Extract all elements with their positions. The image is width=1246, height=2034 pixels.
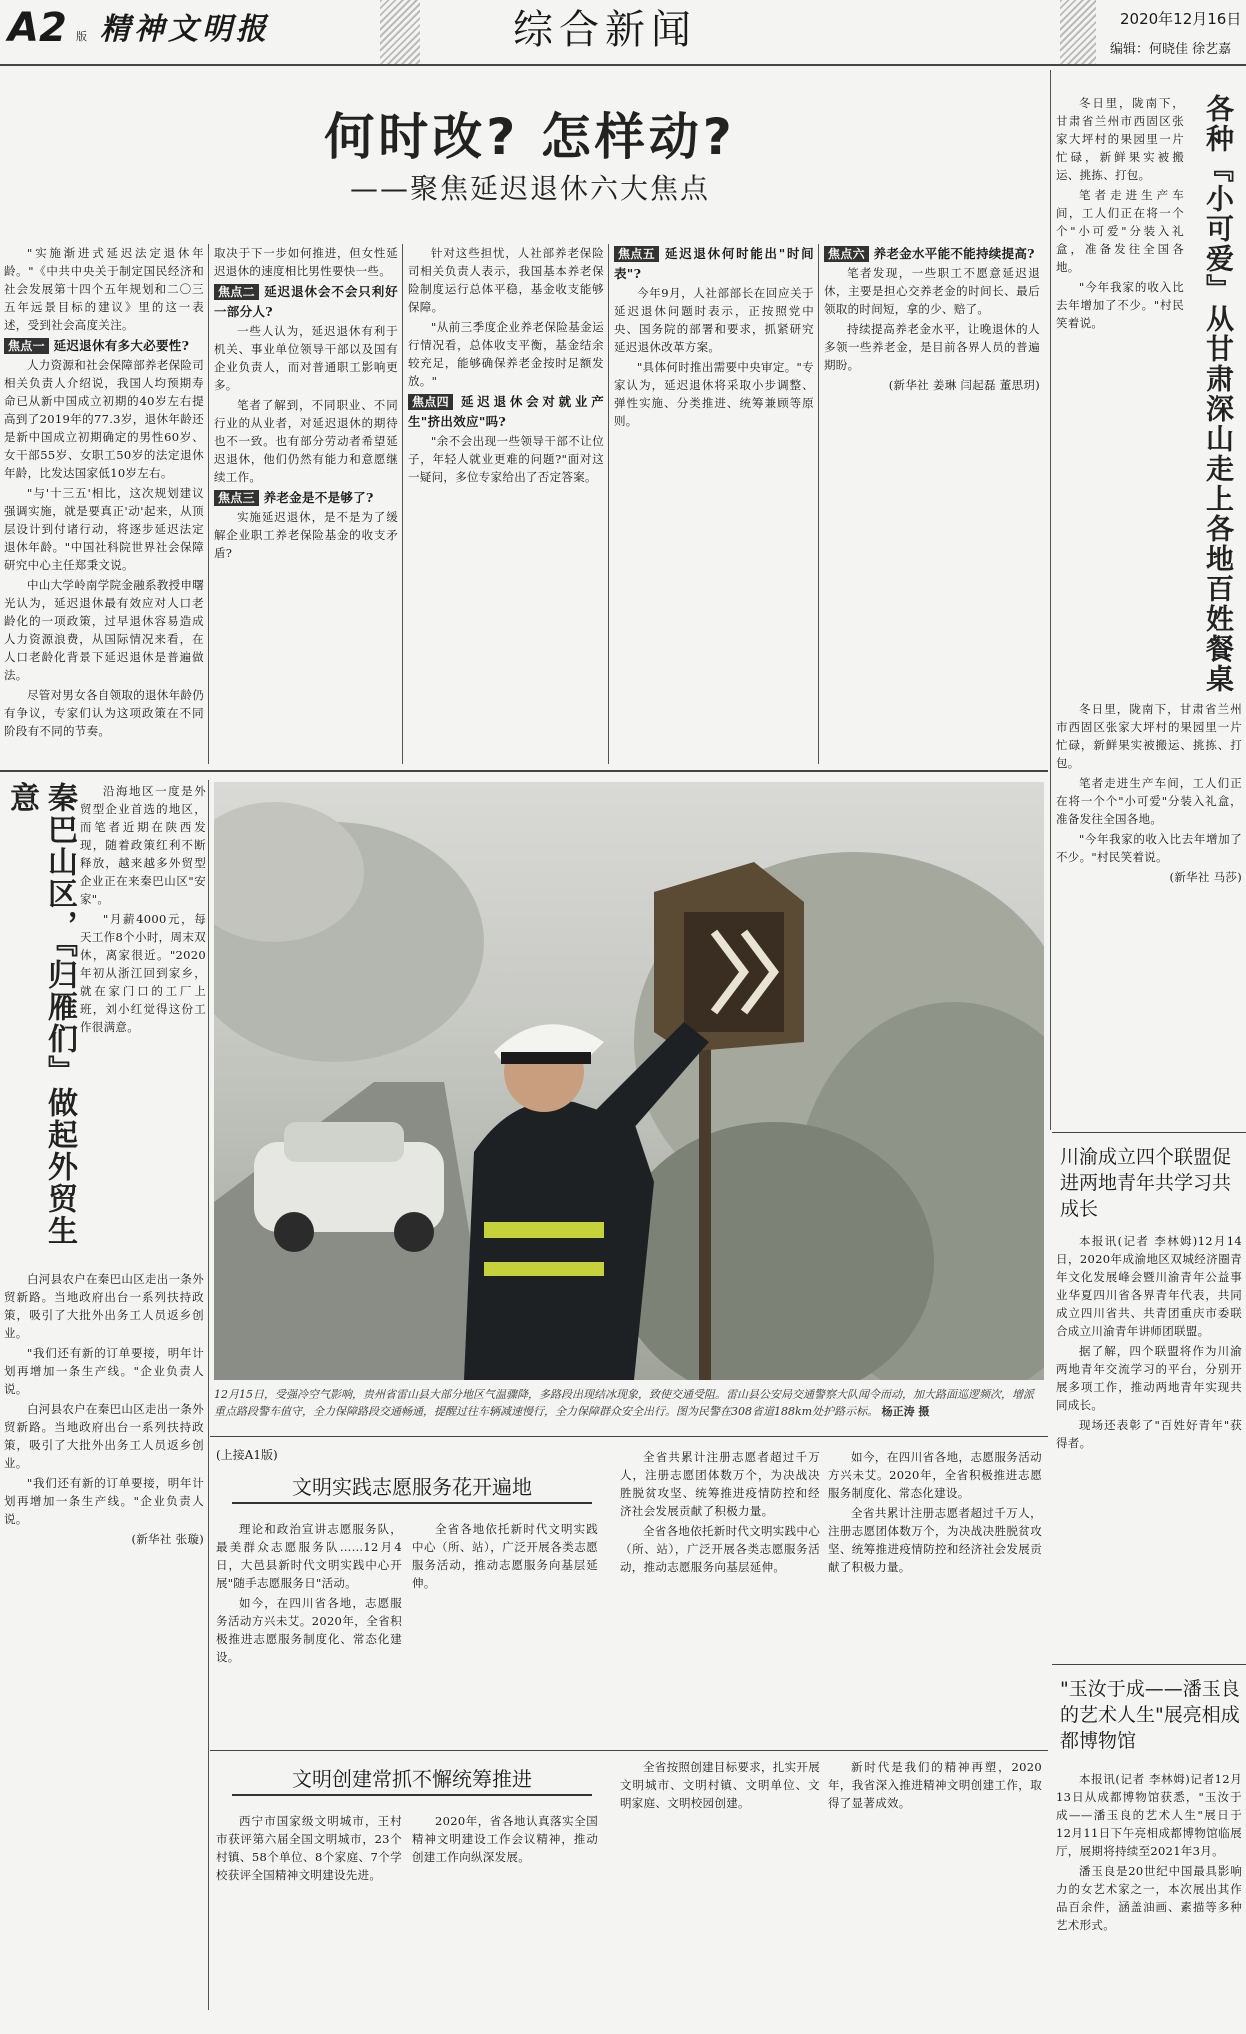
paragraph: 全省共累计注册志愿者超过千万人，注册志愿团体数万个，为决战决胜脱贫攻坚、统筹推进疫情防控和经济社会发展贡献了积极力量。 [620,1450,820,1518]
paragraph: 全省各地依托新时代文明实践中心（所、站），广泛开展各类志愿服务活动，推动志愿服务向基层延伸。 [620,1524,820,1574]
cyq-story-title: 川渝成立四个联盟促进两地青年共学习共成长 [1060,1146,1232,1220]
paragraph: 取决于下一步如何推进，但女性延迟退休的速度相比男性要快一些。 [214,246,398,278]
trade-story-body [4,1270,204,1920]
section-rule [0,770,1048,772]
paragraph: 一些人认为，延迟退休有利于机关、事业单位领导干部以及国有企业负责人，而对普通职工影响更多。 [214,324,398,392]
column-divider [208,780,209,2010]
vol-story-title: 文明实践志愿服务花开遍地 [232,1472,592,1504]
focus-5-heading: 焦点五 延迟退休何时能出"时间表"? [614,246,814,281]
paragraph: 人力资源和社会保障部养老保险司相关负责人介绍说，我国人均预期寿命已从新中国成立初期的40岁左右提高到了2019年的77.3岁，退休年龄还是新中国成立初期确定的男性60岁、女干部55岁、女职工50岁的法定退休年龄，比发达国家低10岁左右。 [4,358,204,480]
column-divider [1050,70,1051,1130]
focus-4-heading: 焦点四 延迟退休会对就业产生"挤出效应"吗? [408,394,604,429]
section-rule [210,1750,1048,1751]
paragraph: 据了解，四个联盟将作为川渝两地青年交流学习的平台，分别开展多项工作，推动两地青年实现共同成长。 [1056,1344,1242,1412]
paragraph: 现场还表彰了"百姓好青年"获得者。 [1056,1418,1242,1450]
lead-col-2 [214,244,398,764]
paragraph: 如今，在四川省各地，志愿服务活动方兴未艾。2020年，全省积极推进志愿服务制度化、常态化建设。 [828,1450,1042,1500]
header-hatch-right [1060,0,1096,64]
section-name: 综合新闻 [513,7,697,53]
page-suffix: 版 [76,30,87,43]
paragraph: 潘玉良是20世纪中国最具影响力的女艺术家之一，本次展出其作品百余件，涵盖油画、素描等多种艺术形式。 [1056,1864,1242,1932]
paragraph: 笔者走进生产车间，工人们正在将一个个"小可爱"分装入礼盒，准备发往全国各地。 [1056,776,1242,826]
paragraph: 笔者了解到，不同职业、不同行业的从业者，对延迟退休的期待也不一致。也有部分劳动者希望延迟退休，他们仍然有能力和意愿继续工作。 [214,398,398,484]
lead-col-3 [408,244,604,764]
vol-col-3 [620,1448,820,1742]
pan-story-title: "玉汝于成——潘玉良的艺术人生"展亮相成都博物馆 [1060,1678,1240,1752]
cyq-story-body [1056,1232,1242,1652]
paragraph: 持续提高养老金水平，让晚退休的人多领一些养老金，是目前各界人员的普遍期盼。 [824,322,1040,372]
paragraph: 冬日里，陇南下，甘肃省兰州市西固区张家大坪村的果园里一片忙碌，新鲜果实被搬运、挑拣、打包。 [1056,96,1184,182]
paper-name: 精神文明报 [100,12,270,47]
paragraph: "今年我家的收入比去年增加了不少。"村民笑着说。 [1056,280,1184,330]
vol-prefix: (上接A1版) [216,1448,278,1462]
section-rule [1052,1132,1246,1133]
civ-col-1 [216,1812,402,2026]
paragraph: 冬日里，陇南下，甘肃省兰州市西固区张家大坪村的果园里一片忙碌，新鲜果实被搬运、挑拣、打包。 [1056,702,1242,770]
masthead [0,0,1246,64]
paragraph: 理论和政治宣讲志愿服务队，最美群众志愿服务队……12月4日，大邑县新时代文明实践中心开展"随手志愿服务日"活动。 [216,1522,402,1590]
focus-1-heading: 焦点一 延迟退休有多大必要性? [4,336,204,356]
photo-illustration [214,782,1044,1380]
paragraph: "与'十三五'相比，这次规划建议强调实施，就是要真正'动'起来，从顶层设计到付诸行动，将逐步延迟法定退休年龄。"中国社科院世界社会保障研究中心主任郑秉文说。 [4,486,204,572]
paragraph: 沿海地区一度是外贸型企业首选的地区，而笔者近期在陕西发现，随着政策红利不断释放，越来越多外贸型企业正在来秦巴山区"安家"。 [80,784,206,906]
paragraph: 中山大学岭南学院金融系教授申曙光认为，延迟退休最有效应对人口老龄化的一项政策，过早退休容易造成人力资源浪费，从国际情况来看，在人口老龄化背景下延迟退休是普遍做法。 [4,578,204,682]
issue-date: 2020年12月16日 [1120,10,1242,28]
civ-col-4 [828,1758,1042,2026]
header-hatch [380,0,420,64]
civ-col-2 [412,1812,598,2026]
paragraph: "具体何时推出需要中央审定。"专家认为，延迟退休将采取小步调整、弹性实施、分类推进、统筹兼顾等原则。 [614,360,814,428]
editors: 编辑：何晓佳 徐艺嘉 [1110,42,1232,57]
vol-col-2 [412,1520,598,1742]
paragraph: 白河县农户在秦巴山区走出一条外贸新路。当地政府出台一系列扶持政策，吸引了大批外出务工人员返乡创业。 [4,1272,204,1340]
paragraph: 今年9月，人社部部长在回应关于延迟退休问题时表示，正按照党中央、国务院的部署和要求，抓紧研究延迟退休改革方案。 [614,286,814,354]
focus-2-heading: 焦点二 延迟退休会不会只利好一部分人? [214,284,398,319]
pan-story-body [1056,1770,1242,2020]
civ-col-3 [620,1758,820,2026]
trade-byline: (新华社 张璇) [131,1532,204,1546]
paragraph: 如今，在四川省各地，志愿服务活动方兴未艾。2020年，全省积极推进志愿服务制度化、常态化建设。 [216,1596,402,1664]
snack-byline: (新华社 马莎) [1169,870,1242,884]
lead-col-1 [4,244,204,764]
trade-story-body-top [80,782,206,1202]
paragraph: 白河县农户在秦巴山区走出一条外贸新路。当地政府出台一系列扶持政策，吸引了大批外出务工人员返乡创业。 [4,1402,204,1470]
snack-story-title: 各种『小可爱』从甘肃深山走上各地百姓餐桌 [1202,94,1235,694]
paragraph: 实施延迟退休，是不是为了缓解企业职工养老保险基金的收支矛盾? [214,510,398,560]
photo-caption: 12月15日，受强冷空气影响，贵州省雷山县大部分地区气温骤降，多路段出现结冰现象，致使交通受阻。雷山县公安局交通警察大队闻令而动，加大路面巡逻频次，增派重点路段警车值守，全力保障路段交通畅通，提醒过往车辆减速慢行，全力保障群众安全出行。图为民警在308省道188km处护路示标。 杨正涛 摄 [214,1388,1034,1418]
paragraph: 新时代是我们的精神再塑，2020年，我省深入推进精神文明创建工作，取得了显著成效。 [828,1760,1042,1810]
photo-credit: 杨正涛 摄 [881,1405,930,1418]
focus-6-heading: 焦点六 养老金水平能不能持续提高? [824,244,1040,264]
section-rule [1052,1664,1246,1665]
paragraph: 笔者走进生产车间，工人们正在将一个个"小可爱"分装入礼盒，准备发往全国各地。 [1056,188,1184,274]
paragraph: "我们还有新的订单要接，明年计划再增加一条生产线。"企业负责人说。 [4,1476,204,1526]
vol-col-4 [828,1448,1042,1742]
paragraph: 本报讯(记者 李林姆)12月14日，2020年成渝地区双城经济圈青年文化发展峰会暨川渝青年公益事业华夏四川省各界青年代表，共同成立四川省共、共青团重庆市委联合成立川渝青年讲师团联盟。 [1056,1234,1242,1338]
paragraph: 笔者发现，一些职工不愿意延迟退休，主要是担心交养老金的时间长、最后领取的时间短，拿的少、赔了。 [824,266,1040,316]
paragraph: 全省各地依托新时代文明实践中心（所、站），广泛开展各类志愿服务活动，推动志愿服务向基层延伸。 [412,1522,598,1590]
paragraph: 针对这些担忧，人社部养老保险司相关负责人表示，我国基本养老保险制度运行总体平稳，基金收支能够保障。 [408,246,604,314]
trade-story-title: 秦巴山区，『归雁们』做起外贸生意 [4,782,77,1247]
paragraph: 尽管对男女各自领取的退休年龄仍有争议，专家们认为这项政策在不同阶段有不同的节奏。 [4,688,204,738]
lead-col-5 [824,244,1040,764]
header-rule [0,64,1246,66]
paragraph: 全省共累计注册志愿者超过千万人，注册志愿团体数万个，为决战决胜脱贫攻坚、统筹推进疫情防控和经济社会发展贡献了积极力量。 [828,1506,1042,1574]
paragraph: "我们还有新的订单要接，明年计划再增加一条生产线。"企业负责人说。 [4,1346,204,1396]
lead-intro: "实施渐进式延迟法定退休年龄。"《中共中央关于制定国民经济和社会发展第十四个五年规划和二〇三五年远景目标的建议》里的这一表述，受到社会高度关注。 [4,246,204,332]
road-sign-icon [654,862,804,1052]
lead-title: 何时改? 怎样动? [324,108,736,166]
lead-byline: (新华社 姜琳 闫起磊 董思玥) [888,378,1040,392]
paragraph: "从前三季度企业养老保险基金运行情况看，总体收支平衡，基金结余较充足，能够确保养老金按时足额发放。" [408,320,604,388]
focus-3-heading: 焦点三 养老金是不是够了? [214,488,398,508]
paragraph: 西宁市国家级文明城市，王村市获评第六届全国文明城市，23个村镇、58个单位、8个家庭、7个学校获评全国精神文明建设先进。 [216,1814,402,1882]
column-divider [208,244,209,764]
vol-col-1 [216,1520,402,1742]
page-number: A2 [8,5,67,51]
paragraph: 2020年，省各地认真落实全国精神文明建设工作会议精神，推动创建工作向纵深发展。 [412,1814,598,1864]
paragraph: 全省按照创建目标要求，扎实开展文明城市、文明村镇、文明单位、文明家庭、文明校园创建。 [620,1760,820,1810]
column-divider [402,244,403,764]
column-divider [608,244,609,764]
paragraph: "月薪4000元，每天工作8个小时，周末双休，离家很近。"2020年初从浙江回到家乡，就在家门口的工厂上班，刘小红觉得这份工作很满意。 [80,912,206,1034]
snack-story-body [1056,94,1184,682]
snack-story-cont [1056,700,1242,1120]
column-divider [818,244,819,764]
lead-subtitle: ——聚焦延迟退休六大焦点 [349,172,710,205]
paragraph: 本报讯(记者 李林姆)记者12月13日从成都博物馆获悉，"玉汝于成——潘玉良的艺术人生"展日于12月11日下午亮相成都博物馆临展厅，展期将持续至2021年3月。 [1056,1772,1242,1858]
paragraph: "今年我家的收入比去年增加了不少。"村民笑着说。 [1056,832,1242,864]
lead-col-4 [614,244,814,764]
section-rule [210,1436,1048,1437]
civ-story-title: 文明创建常抓不懈统筹推进 [232,1764,592,1796]
paragraph: "余不会出现一些领导干部不让位子，年轻人就业更难的问题?"面对这一疑问，多位专家给出了否定答案。 [408,434,604,484]
news-photo [214,782,1044,1380]
